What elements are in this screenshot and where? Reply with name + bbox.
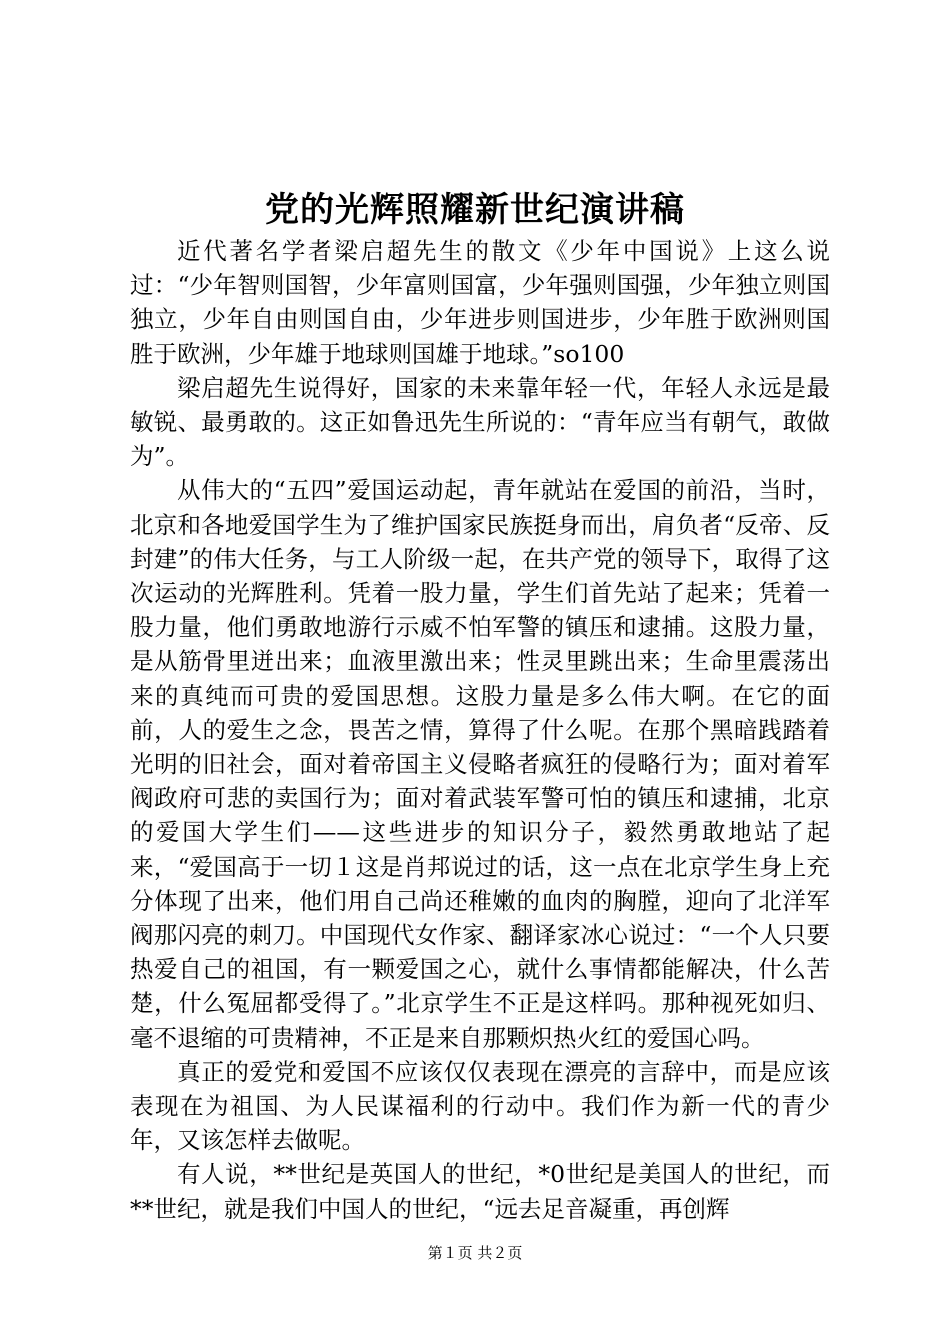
paragraph-2: 梁启超先生说得好，国家的未来靠年轻一代，年轻人永远是最敏锐、最勇敢的。这正如鲁迅先生所说的：“青年应当有朝气，敢做为”。 xyxy=(130,373,830,471)
paragraph-3: 从伟大的“五四”爱国运动起，青年就站在爱国的前沿，当时，北京和各地爱国学生为了维护国家民族挺身而出，肩负者“反帝、反封建”的伟大任务，与工人阶级一起，在共产党的领导下，取得了这次运动的光辉胜利。凭着一股力量，学生们首先站了起来；凭着一股力量，他们勇敢地游行示威不怕军警的镇压和逮捕。这股力量，是从筋骨里迸出来；血液里激出来；性灵里跳出来；生命里震荡出来的真纯而可贵的爱国思想。这股力量是多么伟大啊。在它的面前，人的爱生之念，畏苦之情，算得了什么呢。在那个黑暗践踏着光明的旧社会，面对着帝国主义侵略者疯狂的侵略行为；面对着军阀政府可悲的卖国行为；面对着武装军警可怕的镇压和逮捕，北京的爱国大学生们——这些进步的知识分子，毅然勇敢地站了起来，“爱国高于一切１这是肖邦说过的话，这一点在北京学生身上充分体现了出来，他们用自己尚还稚嫩的血肉的胸膛，迎向了北洋军阀那闪亮的刺刀。中国现代女作家、翻译家冰心说过：“一个人只要热爱自己的祖国，有一颗爱国之心，就什么事情都能解决，什么苦楚，什么冤屈都受得了。”北京学生不正是这样吗。那种视死如归、毫不退缩的可贵精神，不正是来自那颗炽热火红的爱国心吗。 xyxy=(130,476,830,1052)
paragraph-4: 真正的爱党和爱国不应该仅仅表现在漂亮的言辞中，而是应该表现在为祖国、为人民谋福利的行动中。我们作为新一代的青少年，又该怎样去做呢。 xyxy=(130,1057,830,1155)
document-body xyxy=(130,234,830,1226)
paragraph-1: 近代著名学者梁启超先生的散文《少年中国说》上这么说过：“少年智则国智，少年富则国富，少年强则国强，少年独立则国独立，少年自由则国自由，少年进步则国进步，少年胜于欧洲则国胜于欧洲，少年雄于地球则国雄于地球。”so100 xyxy=(130,237,830,368)
page-number-footer: 第１页 共２页 xyxy=(427,1244,523,1262)
document-title: 党的光辉照耀新世纪演讲稿 xyxy=(265,190,685,230)
paragraph-5: 有人说，**世纪是英国人的世纪，*0世纪是美国人的世纪，而**世纪，就是我们中国人的世纪，“远去足音凝重，再创辉 xyxy=(130,1160,830,1223)
